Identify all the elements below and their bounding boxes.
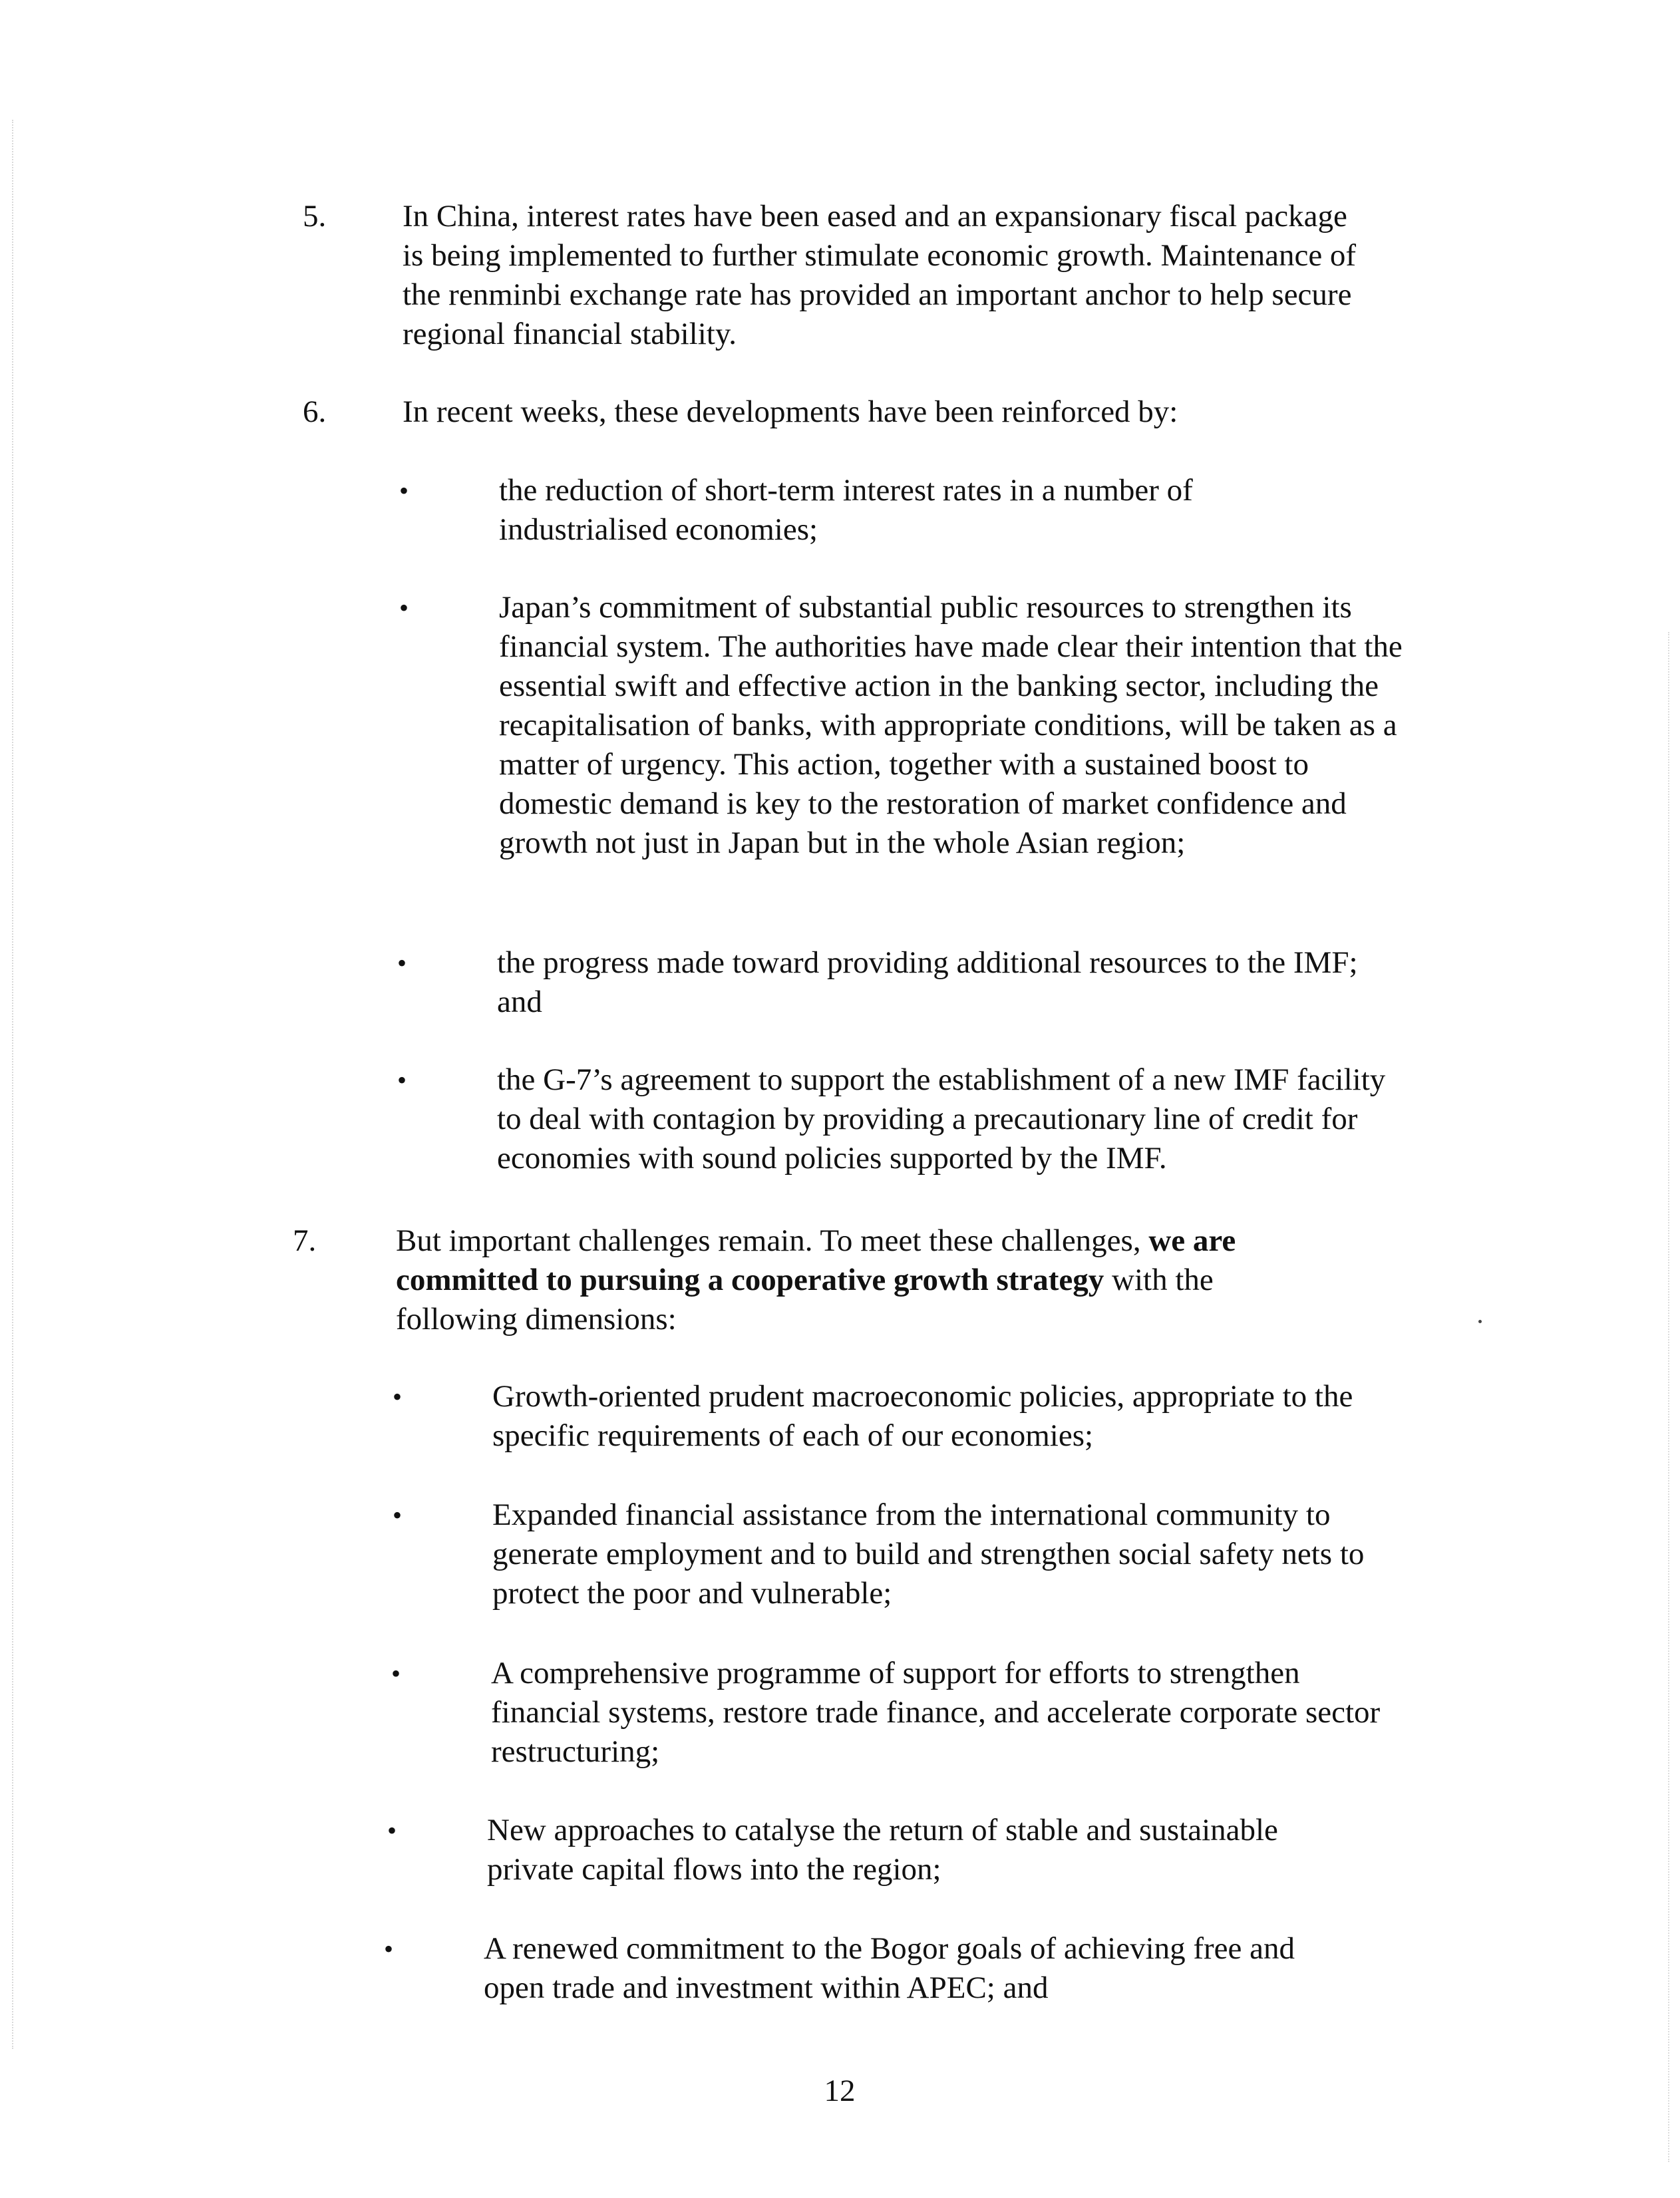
list-item-text: Expanded financial assistance from the international community to generate employment and to build and strengthen social safety nets to protect the poor and vulnerable; <box>492 1497 1365 1611</box>
bullet-icon: • <box>393 1382 403 1412</box>
paragraph-number: 6. <box>303 394 327 429</box>
paragraph-text: In recent weeks, these developments have been reinforced by: <box>403 394 1178 429</box>
list-item-text: Japan’s commitment of substantial public resources to strengthen its financial system. The authorities have made clear their intention that the essential swift and effective action in the banking sector, including the recapitalisation of banks, with appropriate conditions, will be taken as a matter of urgency. This action, together with a sustained boost to domestic demand is key to the restoration of market confidence and growth not just in Japan but in the whole Asian region; <box>499 590 1403 860</box>
list-item-text: A comprehensive programme of support for efforts to strengthen financial systems, restore trade finance, and accelerate corporate sector restructuring; <box>491 1656 1381 1769</box>
list-item-text: Growth-oriented prudent macroeconomic policies, appropriate to the specific requirements of each of our economies; <box>492 1379 1353 1453</box>
bullet-icon: • <box>387 1815 397 1845</box>
bullet-icon: • <box>384 1934 394 1964</box>
bullet-icon: • <box>397 948 407 978</box>
bullet-icon: • <box>393 1500 403 1530</box>
page-number: 12 <box>824 2074 856 2108</box>
paragraph-number: 5. <box>303 199 327 234</box>
list-item-text: the progress made toward providing additional resources to the IMF; and <box>497 945 1358 1019</box>
list-item-text: A renewed commitment to the Bogor goals of achieving free and open trade and investment within APEC; and <box>484 1931 1295 2005</box>
bullet-icon: • <box>399 593 409 623</box>
list-item-text: New approaches to catalyse the return of stable and sustainable private capital flows into the region; <box>487 1813 1278 1887</box>
bullet-icon: • <box>397 1065 407 1095</box>
paragraph-text-tail: with the following dimensions: <box>396 1263 1214 1336</box>
list-item-text: the reduction of short-term interest rates in a number of industrialised economies; <box>499 473 1193 547</box>
bullet-icon: • <box>391 1658 401 1688</box>
paragraph-text-emphasis: we are committed to pursuing a cooperative growth strategy <box>396 1223 1236 1297</box>
paragraph-text: In China, interest rates have been eased and an expansionary fiscal package is being implemented to further stimulate economic growth. Maintenance of the renminbi exchange rate has provided an important anchor to help secure regional financial stability. <box>403 199 1357 351</box>
paragraph-text <box>396 1221 1321 1339</box>
bullet-icon: • <box>399 476 409 506</box>
paragraph-number: 7. <box>293 1223 317 1258</box>
list-item-text: the G-7’s agreement to support the establishment of a new IMF facility to deal with contagion by providing a precautionary line of credit for economies with sound policies supported by the IMF. <box>497 1062 1386 1176</box>
paragraph-text-lead: But important challenges remain. To meet these challenges, <box>396 1223 1149 1258</box>
